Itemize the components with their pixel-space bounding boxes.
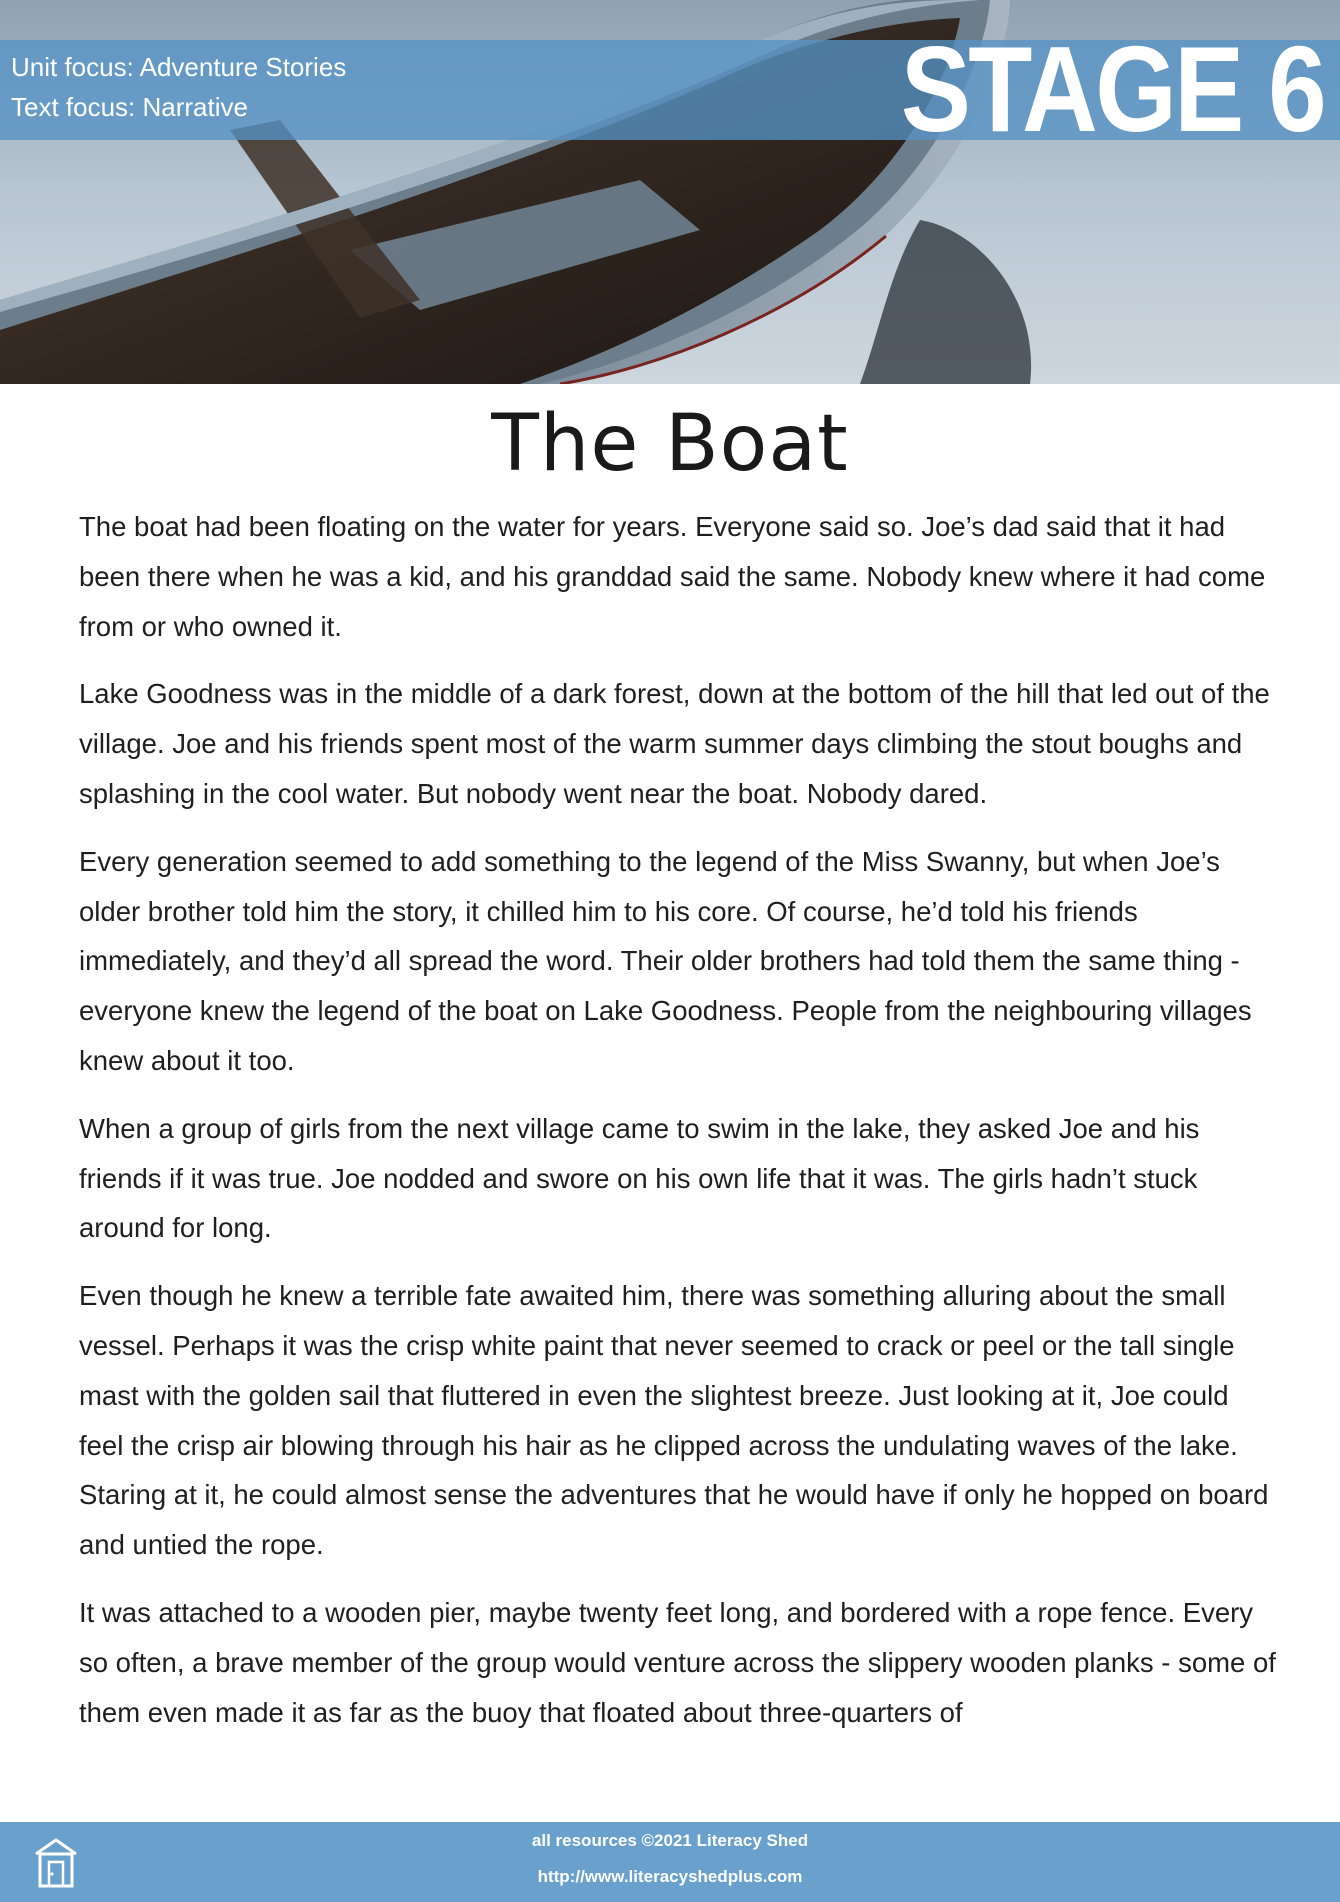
footer bbox=[0, 1822, 1340, 1902]
page-title: The Boat bbox=[491, 399, 849, 489]
header-banner bbox=[0, 0, 1340, 384]
stage-label: STAGE 6 bbox=[900, 21, 1324, 157]
footer-url-link[interactable]: http://www.literacyshedplus.com bbox=[537, 1867, 803, 1886]
story-body bbox=[79, 502, 1279, 1772]
footer-copyright: all resources ©2021 Literacy Shed bbox=[531, 1831, 809, 1850]
story-paragraph: Even though he knew a terrible fate awaited him, there was something alluring about the small vessel. Perhaps it was the crisp white paint that never seemed to crack or peel or the tall single mast with the golden sail that fluttered in even the slightest breeze. Just looking at it, Joe could feel the crisp air blowing through his hair as he clipped across the undulating waves of the lake. Staring at it, he could almost sense the adventures that he would have if only he hopped on board and untied the rope. bbox=[79, 1280, 1269, 1561]
story-paragraph: Lake Goodness was in the middle of a dark forest, down at the bottom of the hill that led out of the village. Joe and his friends spent most of the warm summer days climbing the stout boughs and splashing in the cool water. But nobody went near the boat. Nobody dared. bbox=[79, 678, 1270, 809]
story-paragraph: When a group of girls from the next village came to swim in the lake, they asked Joe and his friends if it was true. Joe nodded and swore on his own life that it was. The girls hadn’t stuck around for long. bbox=[79, 1112, 1200, 1244]
story-paragraph: Every generation seemed to add something to the legend of the Miss Swanny, but when Joe’s older brother told him the story, it chilled him to his core. Of course, he’d told his friends immediately, and they’d all spread the word. Their older brothers had told them the same thing - everyone knew the legend of the boat on Lake Goodness. People from the neighbouring villages knew about it too. bbox=[79, 845, 1252, 1076]
story-paragraph: It was attached to a wooden pier, maybe twenty feet long, and bordered with a rope fence. Every so often, a brave member of the group would venture across the slippery wooden planks - some of them even made it as far as the buoy that floated about three-quarters of bbox=[79, 1596, 1276, 1728]
story-paragraph: The boat had been floating on the water for years. Everyone said so. Joe’s dad said that it had been there when he was a kid, and his granddad said the same. Nobody knew where it had come from or who owned it. bbox=[79, 511, 1266, 642]
text-focus-label: Text focus: Narrative bbox=[11, 92, 248, 122]
unit-focus-label: Unit focus: Adventure Stories bbox=[11, 52, 347, 82]
